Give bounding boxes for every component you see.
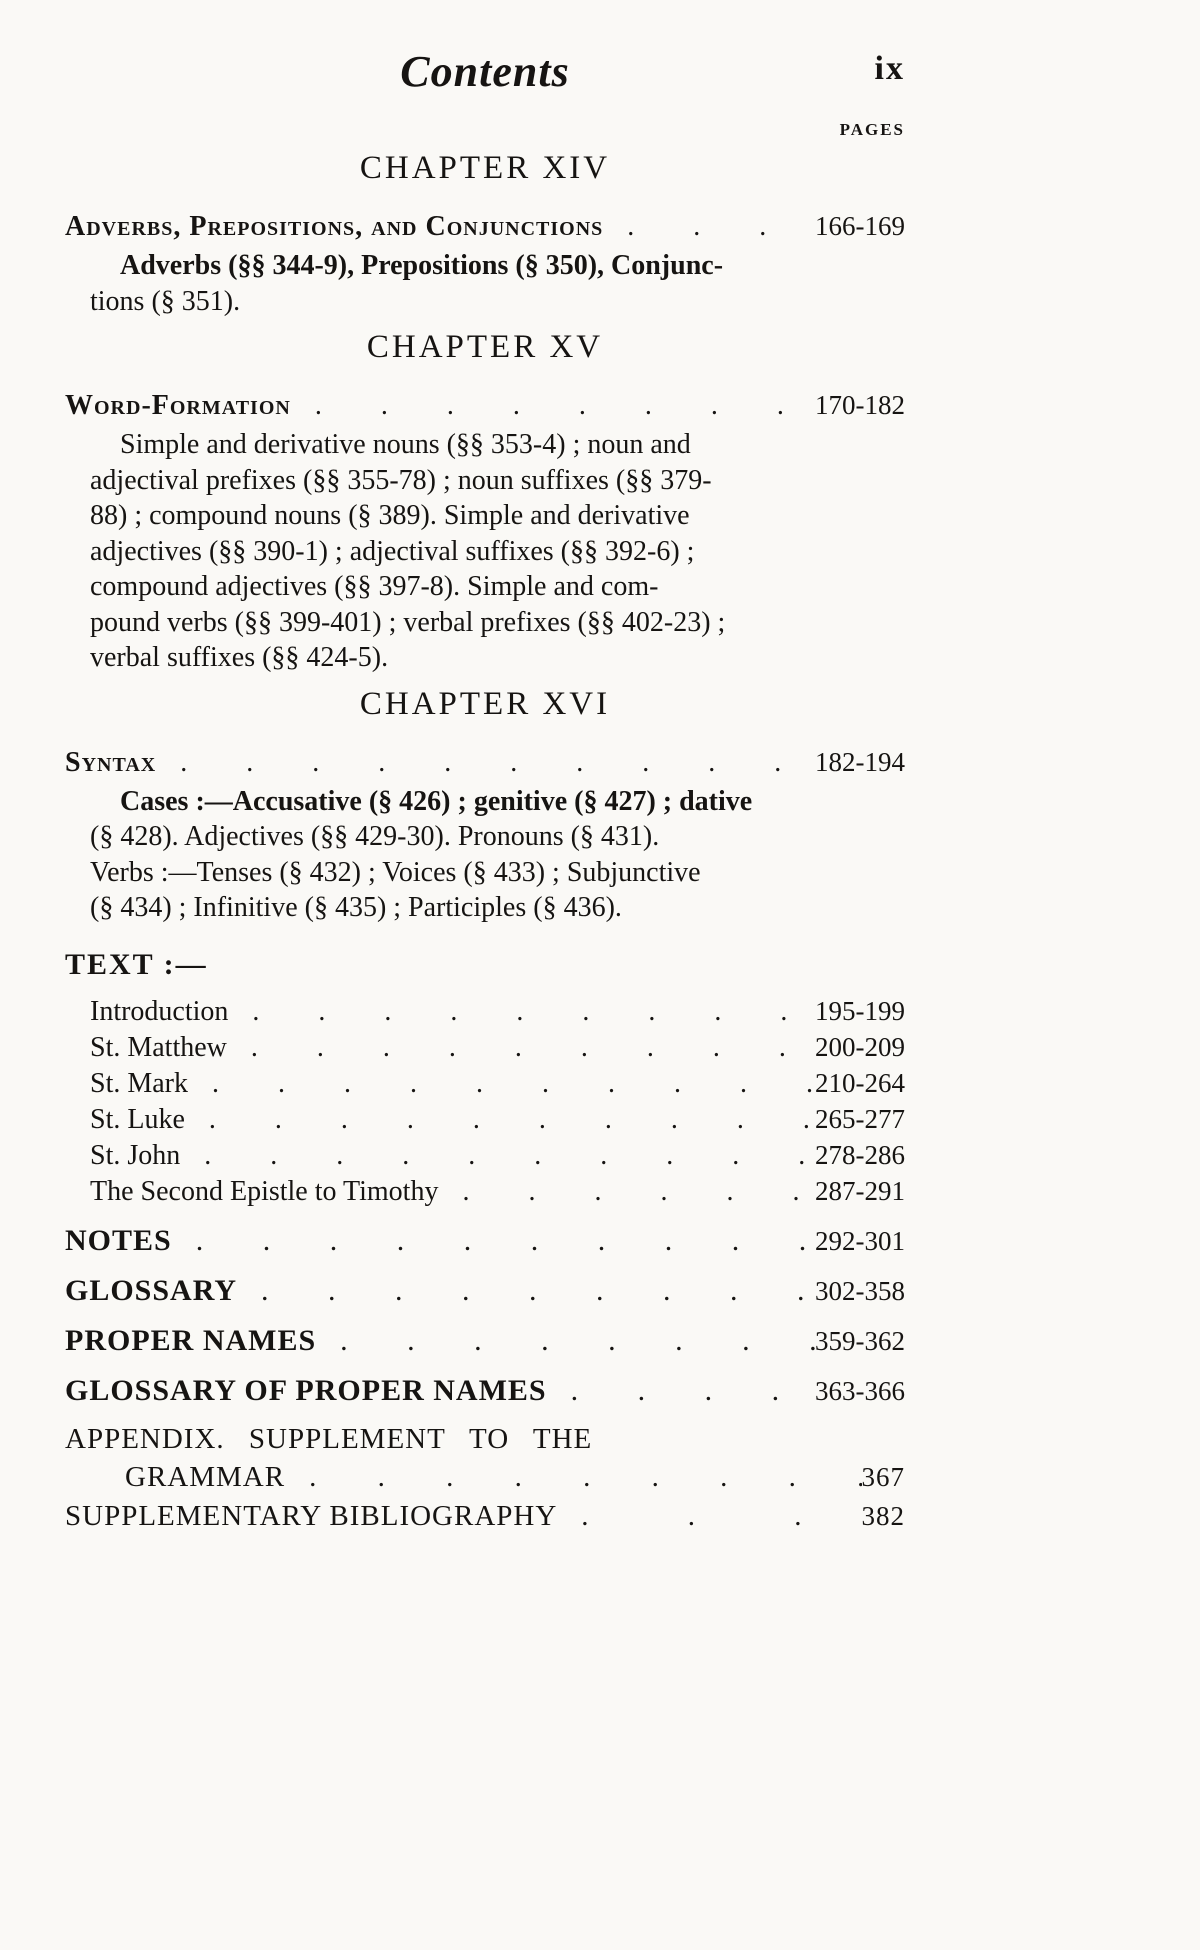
proper-names-pages: 359-362	[815, 1325, 905, 1356]
summary-line: 88) ; compound nouns (§ 389). Simple and derivative	[90, 500, 690, 531]
dot-leader	[172, 1223, 815, 1258]
text-item-label: St. Matthew	[90, 1031, 227, 1063]
dot-leader	[188, 1067, 815, 1101]
chapter-16-summary	[90, 784, 905, 926]
text-item-introduction	[90, 994, 905, 1029]
notes-row	[65, 1223, 905, 1259]
text-item-pages: 278-286	[815, 1139, 905, 1170]
chapter-14-entry-row	[65, 209, 905, 244]
dot-leader	[291, 388, 815, 423]
glossary-pages: 302-358	[815, 1275, 905, 1306]
text-item-st-mark	[90, 1066, 905, 1101]
appendix-title-line2: GRAMMAR	[125, 1460, 286, 1493]
dot-leader	[237, 1273, 815, 1308]
pages-column-label: PAGES	[839, 120, 905, 139]
text-item-label: St. John	[90, 1139, 181, 1171]
text-item-pages: 265-277	[815, 1103, 905, 1134]
proper-names-row	[65, 1323, 905, 1359]
text-section-list	[65, 994, 905, 1209]
chapter-15-entry-title: Word-Formation	[65, 390, 291, 421]
summary-line: Verbs :—Tenses (§ 432) ; Voices (§ 433) ; Subjunctive	[90, 856, 701, 888]
dot-leader	[227, 1031, 815, 1065]
text-item-pages: 287-291	[815, 1175, 905, 1206]
folio-page-number: ix	[874, 50, 905, 87]
appendix-row	[125, 1460, 905, 1495]
supplementary-bibliography-label: SUPPLEMENTARY BIBLIOGRAPHY	[65, 1499, 558, 1532]
text-item-label: The Second Epistle to Timothy	[90, 1175, 439, 1207]
proper-names-label: PROPER NAMES	[65, 1323, 317, 1357]
summary-line: verbal suffixes (§§ 424-5).	[90, 642, 389, 673]
glossary-proper-names-label: GLOSSARY OF PROPER NAMES	[65, 1373, 547, 1407]
summary-line: Simple and derivative nouns (§§ 353-4) ; noun and	[120, 429, 691, 460]
appendix-pages: 367	[861, 1461, 905, 1492]
summary-line: tions (§ 351).	[90, 285, 241, 317]
chapter-16-entry-title: Syntax	[65, 746, 157, 778]
text-item-st-luke	[90, 1102, 905, 1137]
notes-pages: 292-301	[815, 1225, 905, 1256]
page-header	[65, 46, 905, 110]
chapter-15-heading: CHAPTER XV	[366, 329, 604, 365]
dot-leader	[285, 1460, 861, 1495]
chapter-15-entry-row	[65, 388, 905, 423]
summary-line: (§ 434) ; Infinitive (§ 435) ; Participles (§ 436).	[90, 892, 622, 923]
dot-leader	[603, 209, 815, 244]
text-item-pages: 195-199	[815, 995, 905, 1026]
summary-line: pound verbs (§§ 399-401) ; verbal prefixes (§§ 402-23) ;	[90, 606, 726, 638]
dot-leader	[185, 1103, 815, 1137]
supplementary-bibliography-row	[65, 1499, 905, 1534]
glossary-row	[65, 1273, 905, 1309]
chapter-14-heading: CHAPTER XIV	[359, 150, 611, 186]
dot-leader	[557, 1499, 861, 1534]
summary-line: adjectival prefixes (§§ 355-78) ; noun suffixes (§§ 379-	[90, 464, 712, 496]
chapter-15-entry-pages: 170-182	[815, 390, 905, 420]
chapter-16-entry-pages: 182-194	[815, 746, 905, 777]
page-title: Contents	[400, 47, 570, 96]
glossary-proper-names-row	[65, 1373, 905, 1409]
glossary-label: GLOSSARY	[65, 1273, 237, 1307]
text-item-second-epistle-timothy	[90, 1174, 905, 1209]
chapter-14-entry-title: Adverbs, Prepositions, and Conjunctions	[65, 211, 604, 242]
text-item-st-matthew	[90, 1030, 905, 1065]
text-item-pages: 200-209	[815, 1031, 905, 1062]
chapter-16-entry-row	[65, 745, 905, 780]
summary-line: Cases :—Accusative (§ 426) ; genitive (§ 427) ; dative	[120, 785, 753, 817]
dot-leader	[156, 745, 815, 780]
appendix-title-line1: APPENDIX. SUPPLEMENT TO THE	[65, 1422, 593, 1455]
summary-line: adjectives (§§ 390-1) ; adjectival suffixes (§§ 392-6) ;	[90, 535, 695, 567]
text-item-pages: 210-264	[815, 1067, 905, 1098]
chapter-15-summary	[90, 427, 905, 676]
dot-leader	[228, 995, 815, 1029]
text-item-st-john	[90, 1138, 905, 1173]
text-item-label: Introduction	[90, 995, 229, 1027]
glossary-proper-names-pages: 363-366	[815, 1375, 905, 1406]
summary-line: Adverbs (§§ 344-9), Prepositions (§ 350), Conjunc-	[120, 250, 724, 281]
dot-leader	[547, 1373, 815, 1408]
supplementary-bibliography-pages: 382	[861, 1500, 905, 1531]
dot-leader	[180, 1139, 815, 1173]
summary-line: (§ 428). Adjectives (§§ 429-30). Pronouns (§ 431).	[90, 821, 660, 852]
text-item-label: St. Mark	[90, 1067, 188, 1099]
dot-leader	[316, 1323, 815, 1358]
text-item-label: St. Luke	[90, 1103, 185, 1135]
dot-leader	[438, 1175, 815, 1209]
summary-line: compound adjectives (§§ 397-8). Simple and com-	[90, 571, 659, 602]
chapter-14-entry-pages: 166-169	[815, 211, 905, 241]
text-section-heading: TEXT :—	[65, 947, 208, 981]
notes-label: NOTES	[65, 1223, 172, 1257]
chapter-16-heading: CHAPTER XVI	[359, 685, 611, 722]
chapter-14-summary	[90, 248, 905, 319]
